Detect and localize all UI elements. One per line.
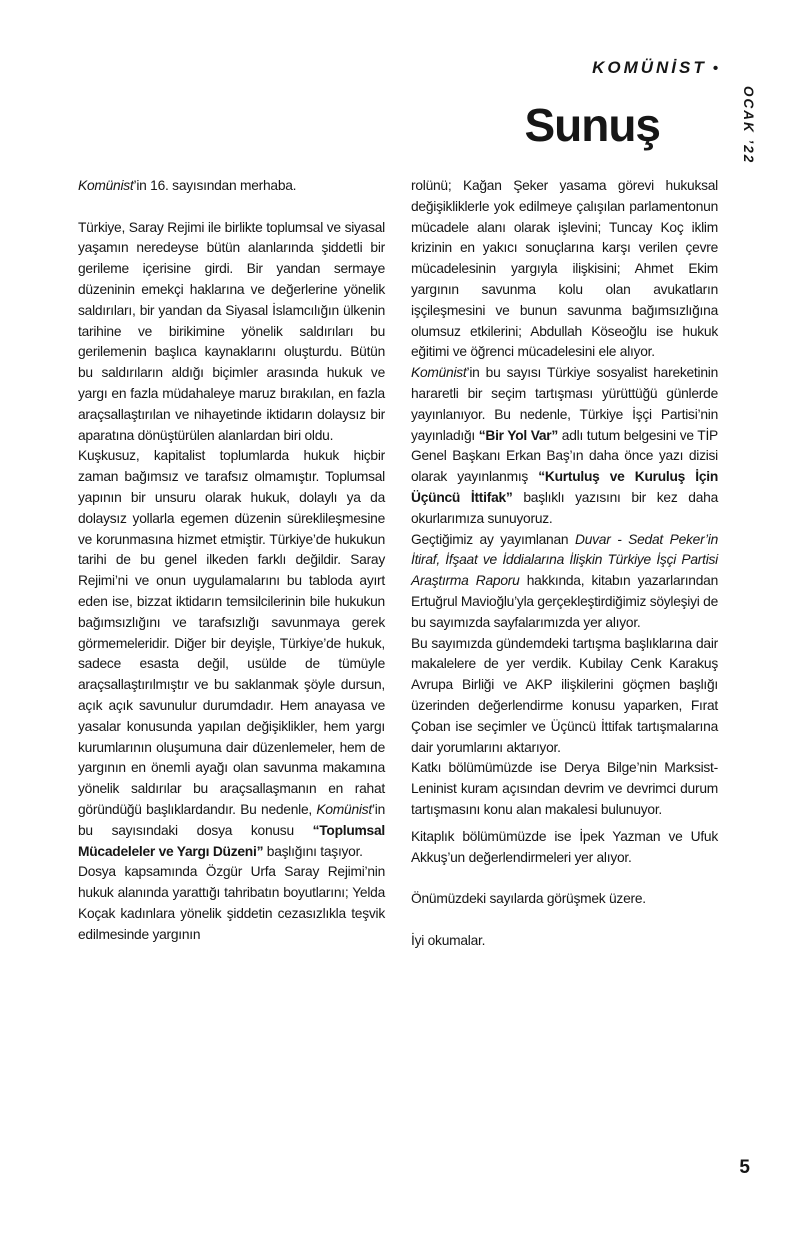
text-segment: Kitaplık bölümümüzde ise İpek Yazman ve Ufuk Akkuş’un değerlendirmeleri yer alıyor.: [411, 828, 718, 865]
text-segment: ’in bu sayısı Türkiye sosyalist hareketinin hararetli bir seçim tartışması yürüttüğü günlerde yayınlanıyor. Bu nedenle, Türkiye İşçi Partisi’nin yayınladığı: [411, 365, 718, 443]
paragraph: [78, 218, 385, 447]
paragraph: [411, 827, 718, 869]
paragraph: [78, 176, 385, 197]
text-segment: Komünist: [78, 178, 134, 193]
text-segment: Dosya kapsamında Özgür Urfa Saray Rejimi’nin hukuk alanında yarattığı tahribatın boyutlarını; Yelda Koçak kadınlara yönelik şiddetin cezasızlıkla teşvik edilmesinde yargının: [78, 864, 385, 942]
page-number: 5: [739, 1157, 750, 1178]
text-segment: Türkiye, Saray Rejimi ile birlikte toplumsal ve siyasal yaşamın neredeyse bütün alanlarında şiddetli bir gerileme içerisine girdi. Bir yandan sermaye düzeninin emekçi haklarına ve değerlerine yönelik saldırıları, bir yandan da Siyasal İslamcılığın ülkenin tarihine ve birikimine yönelik saldırıları bu gerilemenin başlıca kaynaklarını oluşturdu. Bütün bu saldırıların aldığı biçimler arasında hukuk ve yargı en fazla müdahaleye maruz bırakılan, en fazla araçsallaştırılan ve nihayetinde iktidarın dolaysız bir aparatına dönüştürülen alanlardan biri oldu.: [78, 219, 385, 443]
text-segment: rolünü; Kağan Şeker yasama görevi hukuksal değişikliklerle yok edilmeye çalışılan parlamentonun mücadele alanı olarak işlevini; Tuncay Koç iklim krizinin en yakıcı sonuçlarına karşı verilen çevre mücadelesinin yargıyla ilişkisini; Ahmet Ekim yargının savunma kolu olan avukatların işçileşmesini ve bunun savunma bağımsızlığına olumsuz etkilerini; Abdullah Köseoğlu ise hukuk eğitimi ve öğrenci mücadelesini ele alıyor.: [411, 178, 718, 360]
text-segment: “Bir Yol Var”: [478, 427, 559, 443]
paragraph: [411, 363, 718, 529]
text-segment: Önümüzdeki sayılarda görüşmek üzere.: [411, 891, 646, 907]
paragraph: [78, 862, 385, 945]
text-segment: Komünist: [316, 801, 372, 817]
paragraph: [78, 446, 385, 862]
text-segment: başlığını taşıyor.: [263, 843, 363, 859]
text-segment: İyi okumalar.: [411, 932, 486, 948]
text-segment: adlı tutum belgesini ve TİP Genel Başkanı Erkan Baş’ın daha önce yazı dizisi olarak yayınlanmış: [411, 427, 718, 485]
magazine-title: KOMÜNİST: [592, 58, 707, 77]
text-segment: ’in 16. sayısından merhaba.: [133, 178, 297, 193]
text-segment: Bu sayımızda gündemdeki tartışma başlıklarına dair makalelere de yer verdik. Kubilay Cenk Karakuş Avrupa Birliği ve AKP ilişkilerini göçmen başlığı üzerinden değerlendirme konusu yaparken, Fırat Çoban ise seçimler ve Üçüncü İttifak tartışmalarına dair yorumlarını aktarıyor.: [411, 635, 718, 755]
text-segment: “Kurtuluş ve Kuruluş İçin Üçüncü İttifak”: [411, 469, 719, 505]
text-segment: ’in bu sayısındaki dosya konusu: [78, 801, 385, 838]
text-segment: Duvar - Sedat Peker’in İtiraf, İfşaat ve İddialarına İlişkin Türkiye İşçi Partisi Araştırma Raporu: [411, 531, 718, 589]
text-segment: Komünist: [411, 365, 467, 381]
text-segment: “Toplumsal Mücadeleler ve Yargı Düzeni”: [78, 822, 385, 859]
issue-date: OCAK ’22: [741, 86, 756, 165]
text-segment: Geçtiğimiz ay yayımlanan: [411, 531, 575, 547]
paragraph: [411, 176, 718, 363]
paragraph: [411, 931, 718, 952]
text-segment: hakkında, kitabın yazarlarından Ertuğrul Mavioğlu’yla gerçekleştirdiğimiz söyleşiyi de bu sayımızda sayfalarımızda yer alıyor.: [411, 573, 719, 630]
masthead-bullet-icon: •: [712, 60, 718, 77]
paragraph: [411, 758, 718, 820]
page-title: Sunuş: [524, 99, 660, 151]
left-column: [78, 176, 385, 951]
magazine-masthead: [592, 58, 718, 78]
text-segment: Katkı bölümümüzde ise Derya Bilge’nin Marksist-Leninist kuram açısından devrim ve devrimci durum tartışmasını konu alan makalesi bulunuyor.: [411, 760, 718, 817]
article-body: [78, 176, 718, 951]
text-segment: başlıklı yazısını bir kez daha okurlarımıza sunuyoruz.: [411, 489, 718, 526]
paragraph: [411, 634, 718, 759]
paragraph: [411, 889, 718, 910]
right-column: [411, 176, 718, 951]
text-segment: Kuşkusuz, kapitalist toplumlarda hukuk hiçbir zaman bağımsız ve tarafsız olmamıştır. Toplumsal yapının bir unsuru olarak hukuk, dolaylı ya da dolaysız yollarla egemen düzenin süreklileşmesine ve korunmasına hizmet etmiştir. Türkiye’de hukukun tarihi de bu genel ilkeden farklı değildir. Saray Rejimi’ni ve onun uygulamalarını bu tabloda ayırt eden ise, bizzat iktidarın temsilcilerinin bile hukukun bağımsızlığını ve tarafsızlığı savunmaya gerek görmemeleridir. Diğer bir deyişle, Türkiye’de hukuk, sadece esasta değil, usülde de tümüyle araçsallaştırılmıştır ve bu saklanmak şöyle dursun, açık açık savunulur durumdadır. Hem anayasa ve yasalar konusunda yapılan değişiklikler, hem yargı kurumlarının oluşumuna dair düzenlemeler, hem de yargının en önemli ayağı olan savunma makamına yönelik saldırılar bu araçsallaşmanın en rahat göründüğü başlıklardandır. Bu nedenle,: [78, 448, 385, 817]
paragraph: [411, 530, 718, 634]
